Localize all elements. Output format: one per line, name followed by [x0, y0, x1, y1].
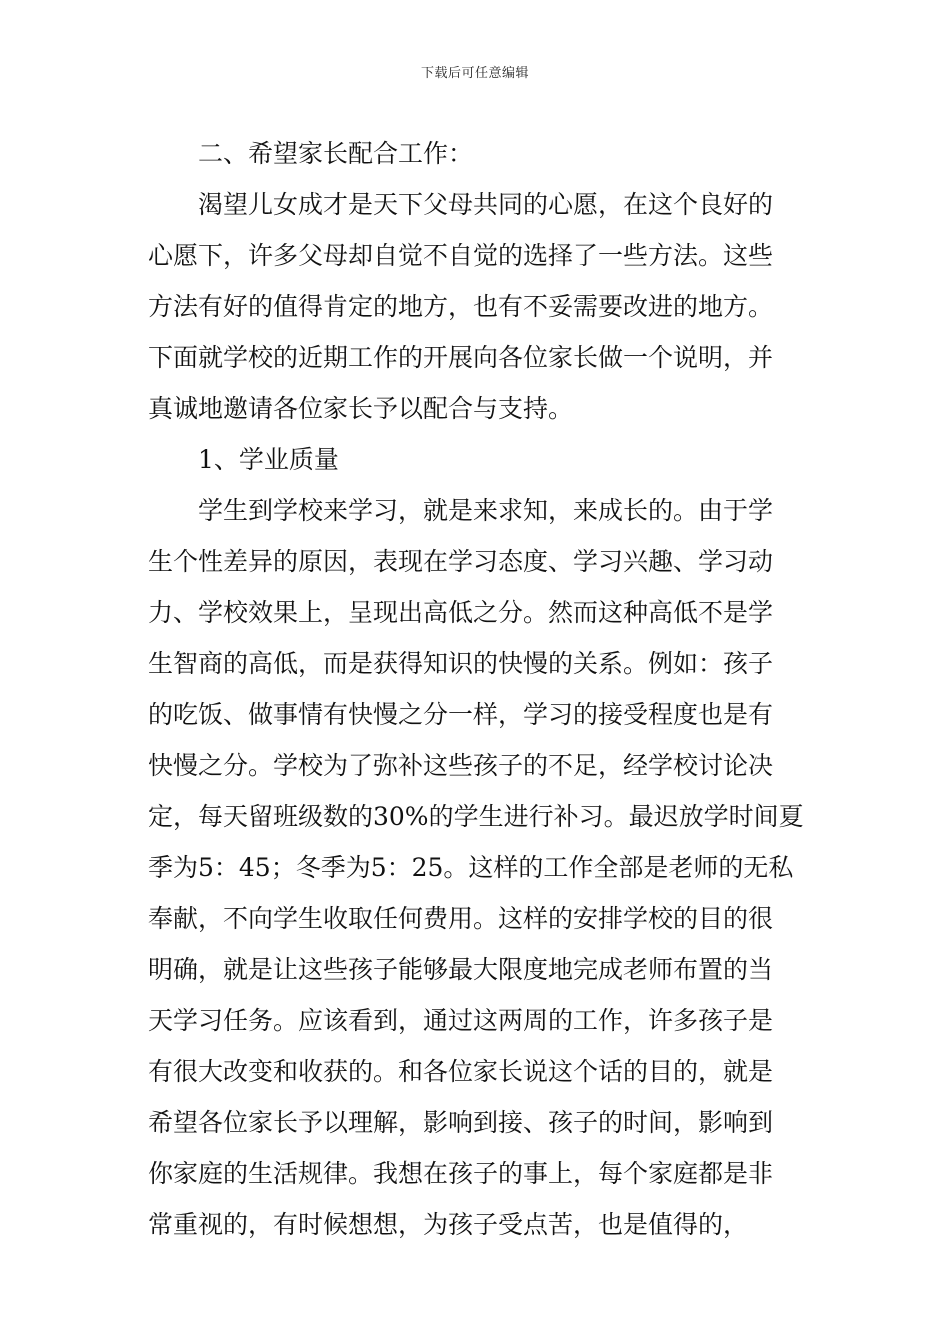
- paragraph-line: 季为5：45；冬季为5：25。这样的工作全部是老师的无私: [148, 853, 794, 882]
- paragraph-line: 的吃饭、做事情有快慢之分一样，学习的接受程度也是有: [148, 700, 774, 729]
- header-note: 下载后可任意编辑: [420, 66, 529, 81]
- paragraph-line: 生智商的高低，而是获得知识的快慢的关系。例如：孩子: [148, 649, 774, 678]
- paragraph-line: 希望各位家长予以理解，影响到接、孩子的时间，影响到: [148, 1108, 774, 1137]
- paragraph-line: 心愿下，许多父母却自觉不自觉的选择了一些方法。这些: [148, 241, 774, 270]
- paragraph-line: 定，每天留班级数的30%的学生进行补习。最迟放学时间夏: [148, 802, 804, 831]
- paragraph-line: 奉献，不向学生收取任何费用。这样的安排学校的目的很: [148, 904, 774, 933]
- paragraph-line: 天学习任务。应该看到，通过这两周的工作，许多孩子是: [148, 1006, 774, 1035]
- paragraph-line: 渴望儿女成才是天下父母共同的心愿，在这个良好的: [198, 190, 774, 219]
- paragraph-line: 真诚地邀请各位家长予以配合与支持。: [148, 394, 574, 423]
- paragraph-line: 常重视的，有时候想想，为孩子受点苦，也是值得的，: [148, 1210, 749, 1239]
- paragraph-line: 学生到学校来学习，就是来求知，来成长的。由于学: [198, 496, 774, 525]
- paragraph-line: 下面就学校的近期工作的开展向各位家长做一个说明，并: [148, 343, 774, 372]
- paragraph-line: 你家庭的生活规律。我想在孩子的事上，每个家庭都是非: [148, 1159, 774, 1188]
- paragraph-line: 明确，就是让这些孩子能够最大限度地完成老师布置的当: [148, 955, 774, 984]
- body-text: [148, 128, 808, 1250]
- paragraph-line: 方法有好的值得肯定的地方，也有不妥需要改进的地方。: [148, 292, 774, 321]
- section-heading: 二、希望家长配合工作：: [198, 139, 474, 168]
- paragraph-line: 有很大改变和收获的。和各位家长说这个话的目的，就是: [148, 1057, 774, 1086]
- paragraph-line: 生个性差异的原因，表现在学习态度、学习兴趣、学习动: [148, 547, 774, 576]
- subsection-heading: 1、学业质量: [198, 445, 339, 474]
- paragraph-line: 快慢之分。学校为了弥补这些孩子的不足，经学校讨论决: [148, 751, 774, 780]
- paragraph-line: 力、学校效果上，呈现出高低之分。然而这种高低不是学: [148, 598, 774, 627]
